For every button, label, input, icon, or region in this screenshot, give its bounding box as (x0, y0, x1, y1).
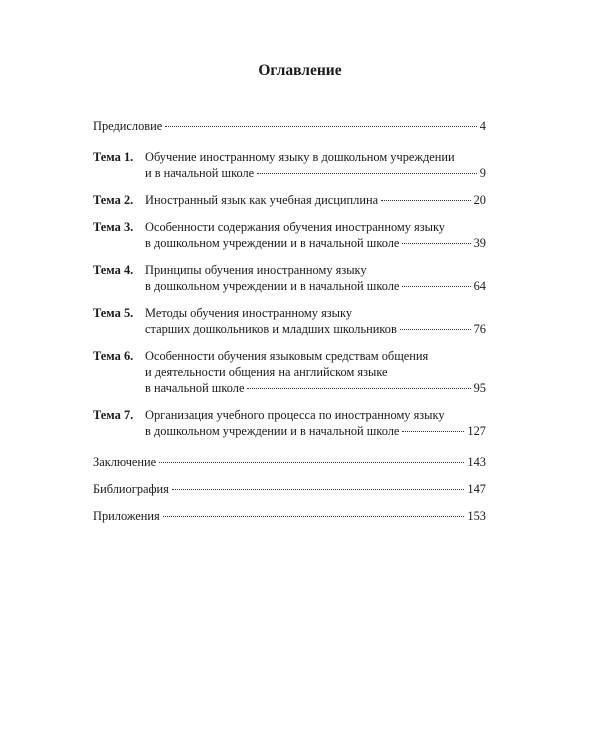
toc-page-number: 127 (467, 424, 486, 438)
leader-dots (257, 173, 477, 174)
leader-dots (247, 388, 470, 389)
leader-dots (159, 462, 464, 463)
topic-title-line: Особенности содержания обучения иностранному языку (145, 220, 446, 234)
topic-title-line: Особенности обучения языковым средствам общения (145, 349, 429, 363)
leader-dots (172, 489, 465, 490)
toc-entry-topic-3[interactable] (93, 219, 486, 251)
toc-entry-appendices[interactable] (93, 508, 486, 524)
topic-number: Тема 1. (93, 150, 134, 164)
leader-dots (402, 243, 470, 244)
toc-entry-title: Предисловие (93, 119, 163, 133)
table-of-contents (93, 118, 486, 524)
topic-number: Тема 2. (93, 193, 134, 207)
topic-number: Тема 5. (93, 306, 134, 320)
leader-dots (402, 431, 464, 432)
leader-dots (402, 286, 470, 287)
toc-page-number: 76 (473, 322, 486, 336)
toc-entry-topic-1[interactable] (93, 149, 486, 181)
toc-page-number: 64 (473, 279, 486, 293)
toc-page-number: 153 (467, 509, 486, 523)
toc-entry-bibliography[interactable] (93, 481, 486, 497)
leader-dots (163, 516, 465, 517)
toc-page-number: 95 (473, 381, 486, 395)
topic-number: Тема 3. (93, 220, 134, 234)
topic-title-line: и деятельности общения на английском языке (145, 365, 388, 379)
leader-dots (381, 200, 471, 201)
topic-title-line: Принципы обучения иностранному языку (145, 263, 367, 277)
topic-title-line: Иностранный язык как учебная дисциплина (145, 193, 379, 207)
topic-title-line: в дошкольном учреждении и в начальной школе (145, 424, 400, 438)
toc-entry-conclusion[interactable] (93, 454, 486, 470)
page-title: Оглавление (258, 62, 342, 79)
topic-title-line: в начальной школе (145, 381, 245, 395)
toc-page-number: 4 (479, 119, 486, 133)
toc-page-number: 20 (473, 193, 486, 207)
leader-dots (400, 329, 471, 330)
toc-page-number: 9 (479, 166, 486, 180)
toc-entry-title: Библиография (93, 482, 169, 496)
topic-title-line: Организация учебного процесса по иностранному языку (145, 408, 445, 422)
toc-entry-topic-6[interactable] (93, 348, 486, 396)
topic-title-line: и в начальной школе (145, 166, 255, 180)
toc-entry-topic-2[interactable] (93, 192, 486, 208)
toc-entry-preface[interactable] (93, 118, 486, 134)
topic-title-line: в дошкольном учреждении и в начальной школе (145, 236, 400, 250)
toc-entry-title: Приложения (93, 509, 160, 523)
topic-number: Тема 6. (93, 349, 134, 363)
topic-title-line: старших дошкольников и младших школьников (145, 322, 397, 336)
toc-page-number: 147 (467, 482, 486, 496)
topic-number: Тема 4. (93, 263, 134, 277)
topic-number: Тема 7. (93, 408, 134, 422)
toc-entry-topic-7[interactable] (93, 407, 486, 439)
topic-title-line: в дошкольном учреждении и в начальной школе (145, 279, 400, 293)
topic-title-line: Методы обучения иностранному языку (145, 306, 353, 320)
toc-entry-title: Заключение (93, 455, 157, 469)
leader-dots (165, 126, 477, 127)
toc-page-number: 143 (467, 455, 486, 469)
toc-entry-topic-5[interactable] (93, 305, 486, 337)
toc-page-number: 39 (473, 236, 486, 250)
toc-entry-topic-4[interactable] (93, 262, 486, 294)
topic-title-line: Обучение иностранному языку в дошкольном учреждении (145, 150, 455, 164)
